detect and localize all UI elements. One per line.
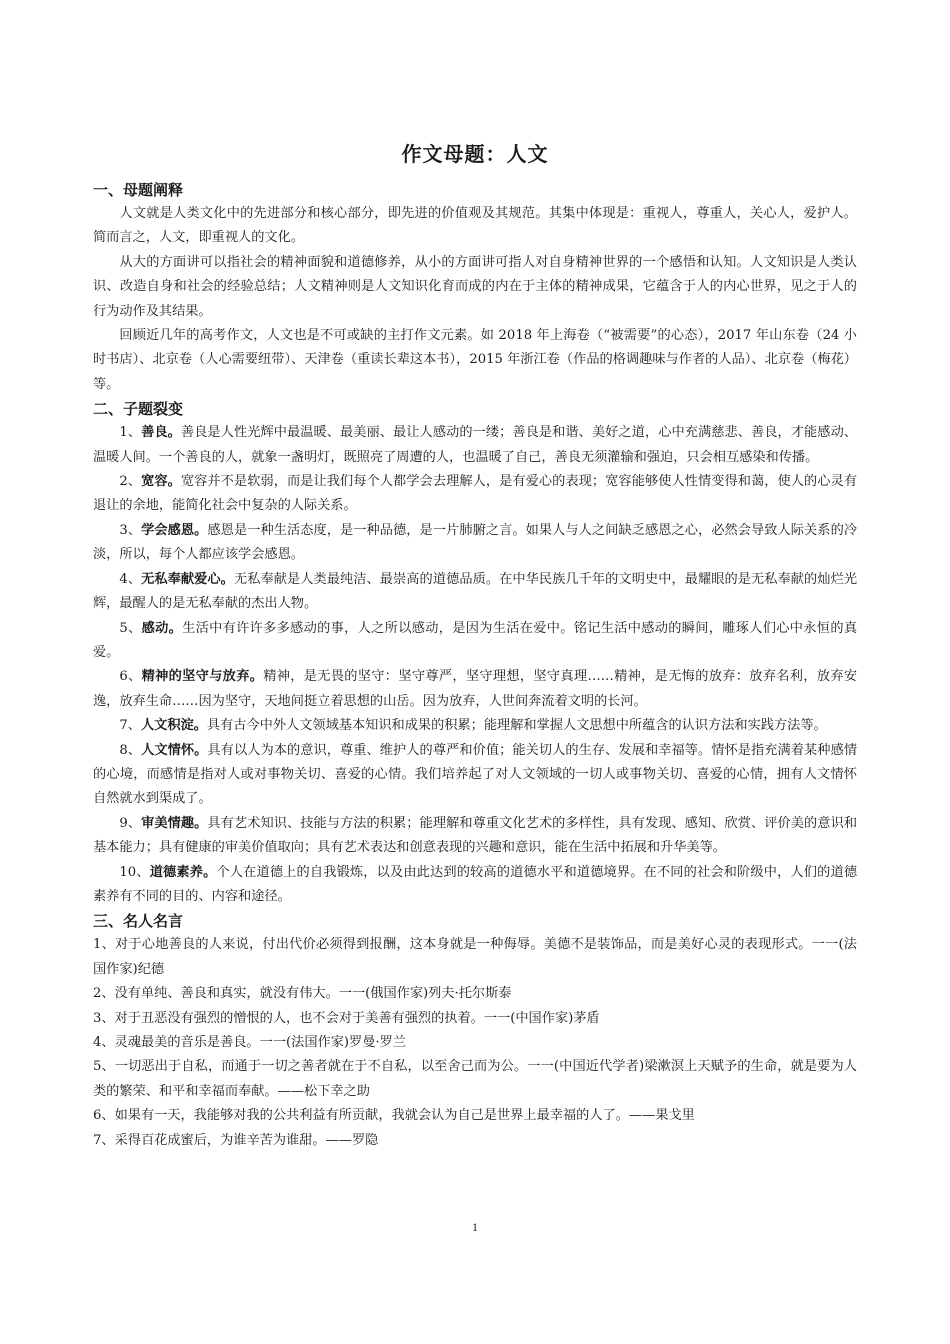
subtopic-keyword: 学会感恩。 [141, 522, 208, 538]
subtopic-item [93, 421, 857, 470]
quote-item: 5、一切恶出于自私，而通于一切之善者就在于不自私，以至舍己而为公。一一(中国近代学者)梁漱溟上天赋予的生命，就是要为人类的繁荣、和平和幸福而奉献。——松下幸之助 [93, 1059, 857, 1099]
quote-item: 6、如果有一天，我能够对我的公共利益有所贡献，我就会认为自己是世界上最幸福的人了。——果戈里 [93, 1108, 695, 1124]
paragraph: 人文就是人类文化中的先进部分和核心部分，即先进的价值观及其规范。其集中体现是：重视人，尊重人，关心人，爱护人。简而言之，人文，即重视人的文化。 [93, 206, 857, 246]
subtopic-number: 5、 [119, 620, 142, 636]
quote-item: 1、对于心地善良的人来说，付出代价必须得到报酬，这本身就是一种侮辱。美德不是装饰品，而是美好心灵的表现形式。一一(法国作家)纪德 [93, 937, 857, 977]
subtopic-item [93, 519, 857, 568]
subtopic-keyword: 感动。 [141, 620, 183, 636]
subtopic-text: 感恩是一种生活态度，是一种品德，是一片肺腑之言。如果人与人之间缺乏感恩之心，必然会导致人际关系的冷淡，所以，每个人都应该学会感恩。 [93, 522, 858, 563]
subtopic-text: 具有艺术知识、技能与方法的积累；能理解和尊重文化艺术的多样性，具有发现、感知、欣赏、评价美的意识和基本能力；具有健康的审美价值取向；具有艺术表达和创意表现的兴趣和意识，能在生活中拓展和升华美等。 [93, 815, 858, 856]
subtopic-item [93, 714, 857, 738]
subtopic-keyword: 审美情趣。 [141, 815, 208, 831]
quote-item: 3、对于丑恶没有强烈的憎恨的人，也不会对于美善有强烈的执着。一一(中国作家)茅盾 [93, 1010, 600, 1026]
quote-item: 2、没有单纯、善良和真实，就没有伟大。一一(俄国作家)列夫·托尔斯泰 [93, 986, 512, 1002]
subtopic-item [93, 739, 857, 812]
subtopic-text: 善良是人性光辉中最温暖、最美丽、最让人感动的一缕；善良是和谐、美好之道，心中充满慈悲、善良，才能感动、温暖人间。一个善良的人，就象一盏明灯，既照亮了周遭的人，也温暖了自己，善良无须灌输和强迫，只会相互感染和传播。 [93, 425, 858, 465]
subtopic-item [93, 617, 857, 666]
quote-item: 4、灵魂最美的音乐是善良。一一(法国作家)罗曼·罗兰 [93, 1035, 406, 1050]
subtopic-item [93, 861, 857, 910]
subtopic-text: 生活中有许许多多感动的事，人之所以感动，是因为生活在爱中。铭记生活中感动的瞬间，雕琢人们心中永恒的真爱。 [93, 620, 858, 660]
subtopic-text: 具有以人为本的意识，尊重、维护人的尊严和价值；能关切人的生存、发展和幸福等。情怀是指充满着某种感情的心境，而感情是指对人或对事物关切、喜爱的心情。我们培养起了对人文领域的一切人或事物关切、喜爱的心情，拥有人文情怀自然就水到渠成了。 [93, 742, 858, 807]
page-title: 作文母题：人文 [401, 142, 549, 166]
subtopic-item [93, 665, 857, 714]
subtopic-keyword: 道德素养。 [149, 864, 217, 880]
subtopic-number: 6、 [119, 669, 142, 685]
section-heading: 一、母题阐释 [93, 181, 184, 199]
subtopic-keyword: 精神的坚守与放弃。 [141, 669, 264, 685]
paragraph: 从大的方面讲可以指社会的精神面貌和道德修养，从小的方面讲可指人对自身精神世界的一个感悟和认知。人文知识是人类认识、改造自身和社会的经验总结；人文精神则是人文知识化育而成的内在于主体的精神成果，它蕴含于人的内心世界，见之于人的行为动作及其结果。 [93, 254, 857, 319]
section-heading: 二、子题裂变 [93, 400, 184, 419]
subtopic-item [93, 568, 857, 617]
subtopic-number: 10、 [119, 864, 150, 880]
paragraph: 回顾近几年的高考作文，人文也是不可或缺的主打作文元素。如 2018 年上海卷（“被需要”的心态），2017 年山东卷（24 小时书店）、北京卷（人心需要纽带）、天津卷（重读长辈这本书），2015 年浙江卷（作品的格调趣味与作者的人品）、北京卷（梅花）等。 [93, 328, 857, 392]
subtopic-number: 2、 [119, 474, 142, 490]
subtopic-number: 1、 [119, 425, 142, 441]
subtopic-keyword: 善良。 [141, 425, 181, 441]
subtopic-number: 4、 [119, 571, 142, 587]
document-body [93, 178, 857, 1153]
subtopic-text: 个人在道德上的自我锻炼，以及由此达到的较高的道德水平和道德境界。在不同的社会和阶级中，人们的道德素养有不同的目的、内容和途径。 [93, 864, 858, 904]
subtopic-text: 具有古今中外人文领域基本知识和成果的积累；能理解和掌握人文思想中所蕴含的认识方法和实践方法等。 [206, 718, 827, 734]
subtopic-number: 3、 [119, 522, 142, 538]
subtopic-item [93, 812, 857, 861]
subtopic-number: 8、 [119, 742, 142, 758]
subtopic-keyword: 人文积淀。 [140, 718, 207, 734]
page-number: 1 [472, 1220, 478, 1234]
subtopic-text: 精神，是无畏的坚守：坚守尊严，坚守理想，坚守真理……精神，是无悔的放弃：放弃名利，放弃安逸，放弃生命……因为坚守，天地间挺立着思想的山岳。因为放弃，人世间奔流着文明的长河。 [93, 669, 858, 709]
subtopic-number: 9、 [119, 815, 142, 831]
quote-item: 7、采得百花成蜜后，为谁辛苦为谁甜。——罗隐 [93, 1132, 379, 1148]
section-heading: 三、名人名言 [93, 912, 184, 931]
subtopic-keyword: 宽容。 [141, 474, 181, 490]
subtopic-text: 无私奉献是人类最纯洁、最崇高的道德品质。在中华民族几千年的文明史中，最耀眼的是无私奉献的灿烂光辉，最醒人的是无私奉献的杰出人物。 [93, 571, 858, 612]
subtopic-keyword: 无私奉献爱心。 [141, 571, 234, 587]
subtopic-item [93, 470, 857, 519]
subtopic-number: 7、 [119, 718, 141, 734]
subtopic-text: 宽容并不是软弱，而是让我们每个人都学会去理解人，是有爱心的表现；宽容能够使人性情变得和蔼，使人的心灵有退让的余地，能简化社会中复杂的人际关系。 [93, 474, 858, 514]
subtopic-keyword: 人文情怀。 [141, 742, 208, 758]
